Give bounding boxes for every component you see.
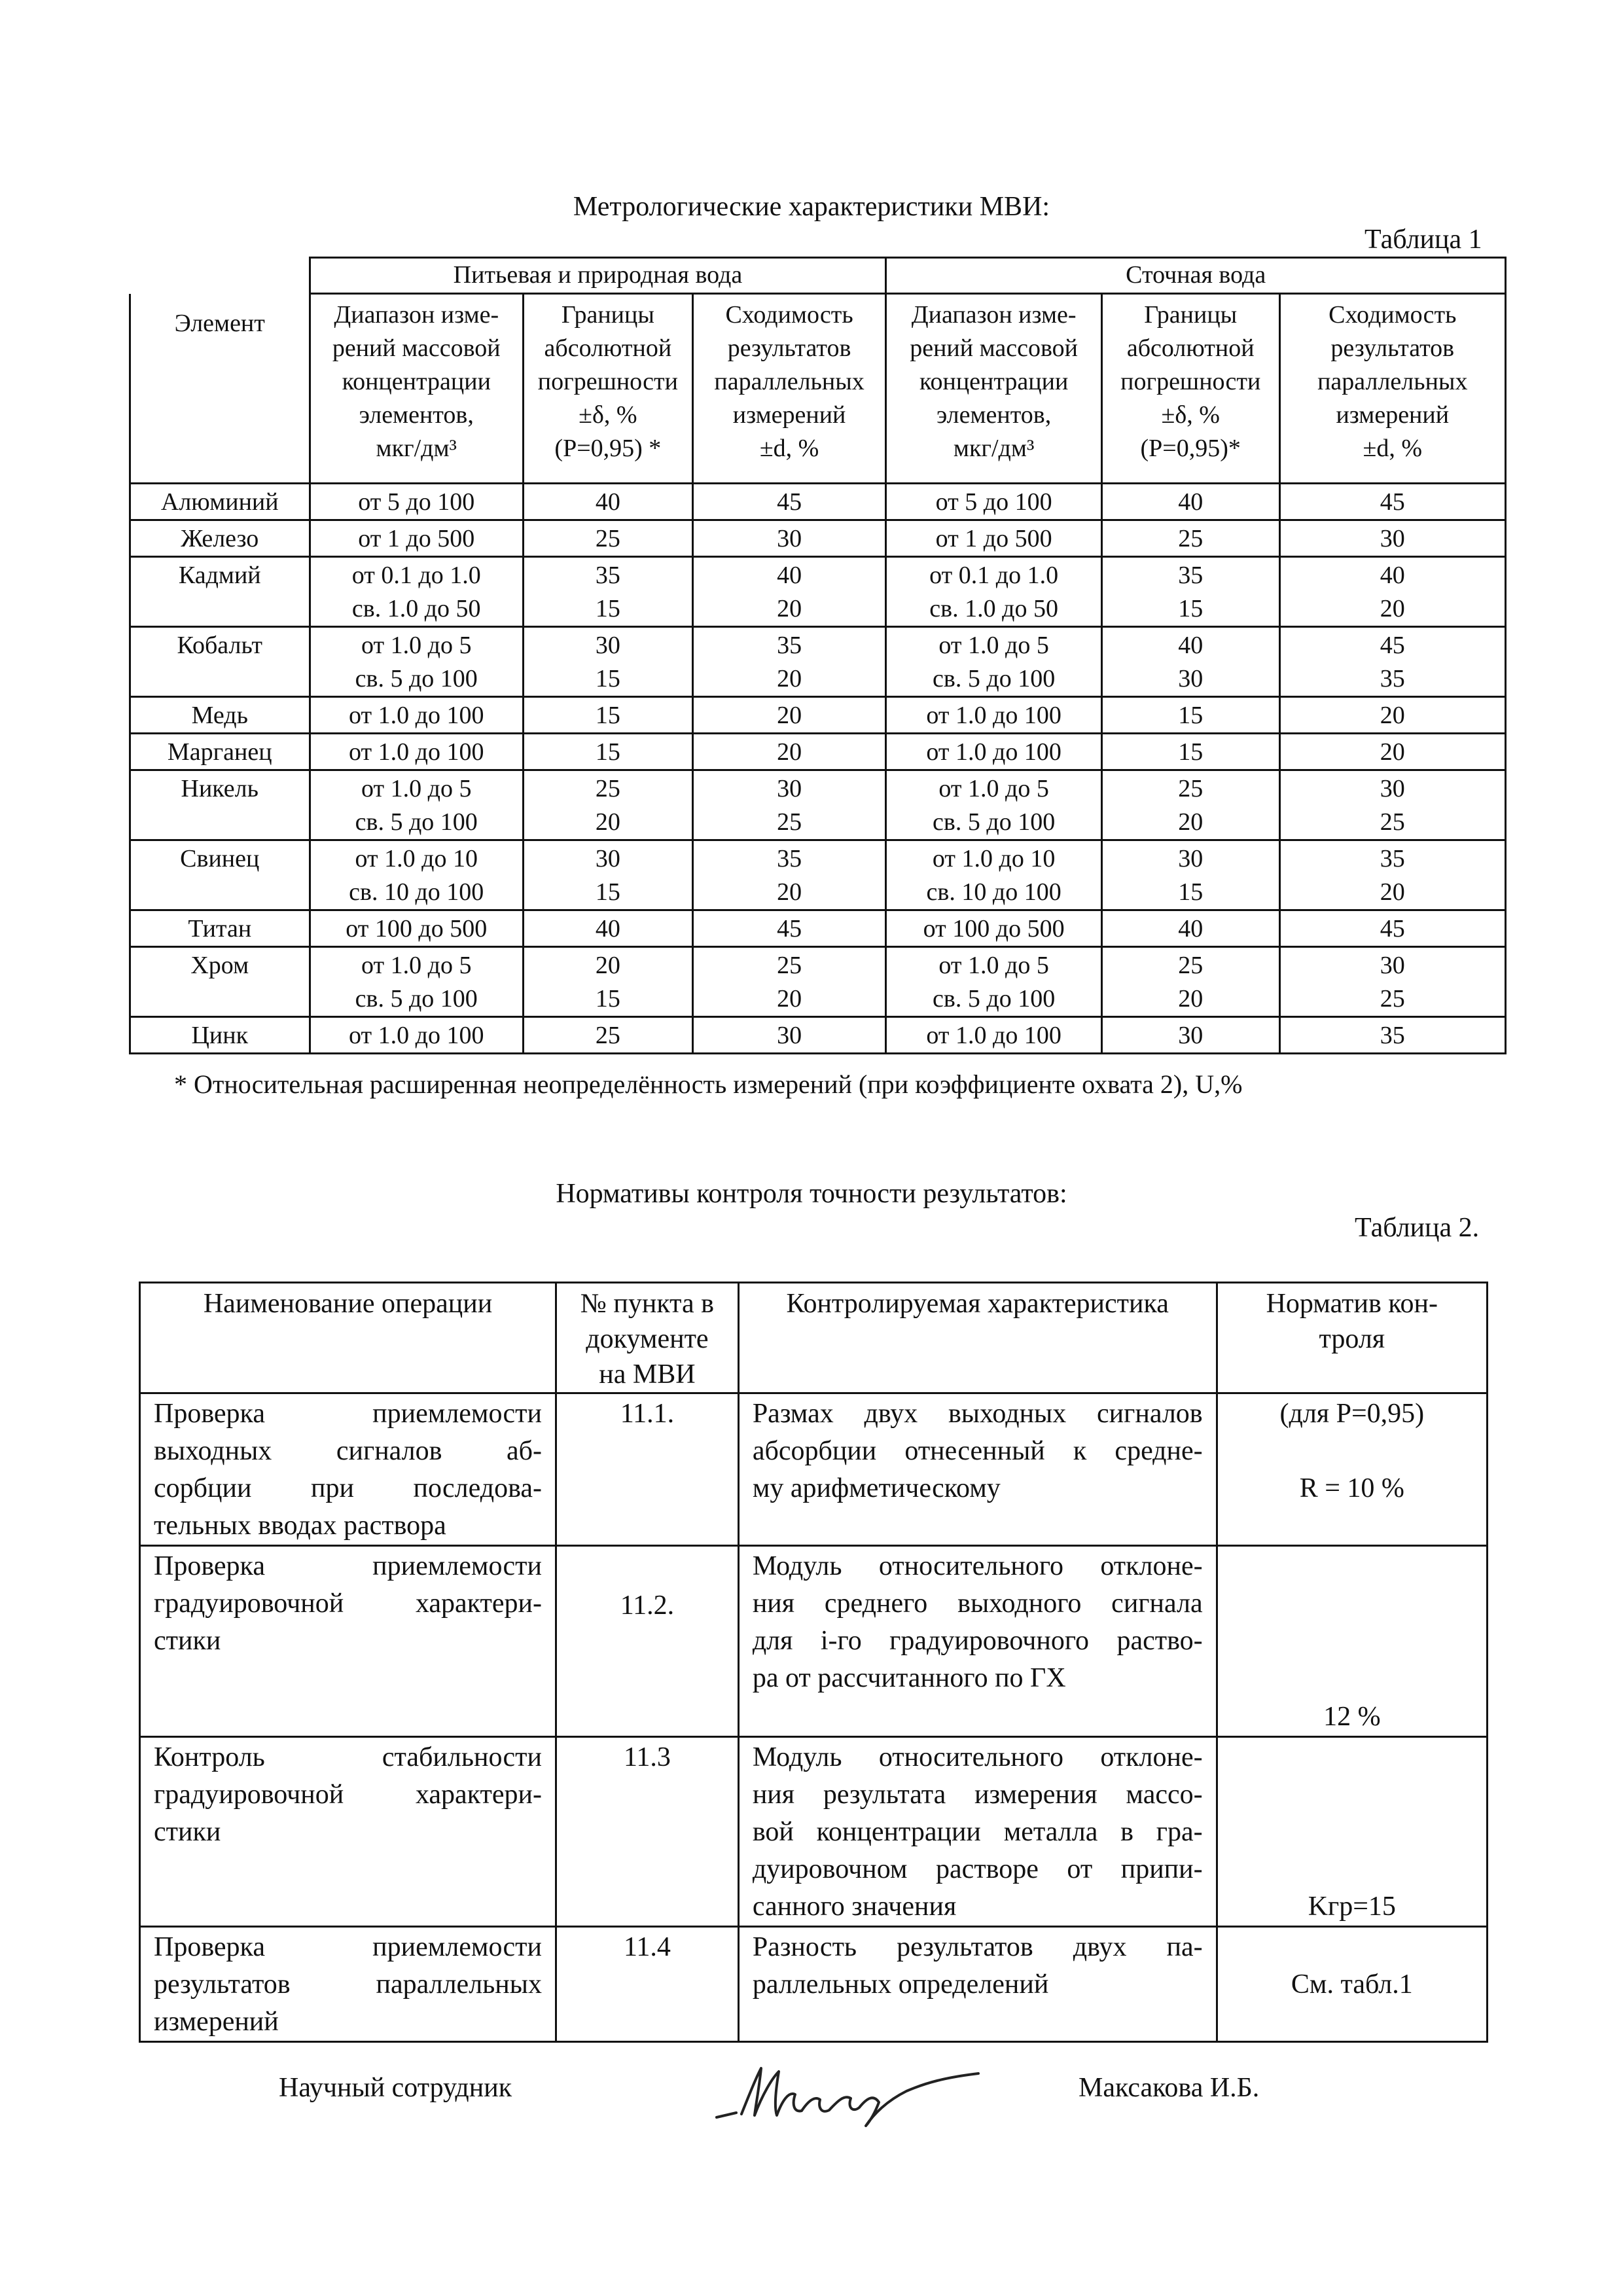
text-line: стики	[154, 1626, 221, 1656]
cell-element: Кобальт	[130, 626, 310, 696]
cell-operation	[140, 1546, 556, 1737]
cell-drinking-error: 30 15	[523, 626, 692, 696]
metrology-table	[129, 257, 1507, 1054]
text-line: Модуль относительного отклоне-	[752, 1742, 1203, 1772]
text-line: 12 %	[1323, 1702, 1381, 1732]
cell-waste-range: от 1.0 до 5 св. 5 до 100	[886, 626, 1101, 696]
table-row	[140, 1546, 1488, 1737]
cell-clause: 11.2.	[556, 1546, 739, 1737]
table-row	[130, 626, 1506, 696]
cell-drinking-convergence: 45	[692, 910, 886, 946]
group-header-waste: Сточная вода	[886, 258, 1506, 294]
cell-characteristic	[738, 1927, 1217, 2042]
table-row	[130, 1016, 1506, 1053]
cell-drinking-error: 40	[523, 910, 692, 946]
header-drinking-range: Диапазон изме- рений массовой концентрации элементов, мкг/дм³	[310, 294, 523, 484]
cell-waste-convergence: 45	[1279, 910, 1505, 946]
cell-clause: 11.3	[556, 1737, 739, 1927]
text-line: абсорбции отнесенный к средне-	[752, 1436, 1203, 1466]
cell-drinking-convergence: 45	[692, 483, 886, 520]
text-line: Контроль стабильности	[154, 1742, 543, 1772]
header-waste-range: Диапазон изме- рений массовой концентрации элементов, мкг/дм³	[886, 294, 1101, 484]
table-row	[130, 946, 1506, 1016]
cell-drinking-error: 15	[523, 696, 692, 733]
cell-element: Кадмий	[130, 556, 310, 626]
text-line: Проверка приемлемости	[154, 1932, 543, 1962]
cell-element: Медь	[130, 696, 310, 733]
cell-drinking-convergence: 25 20	[692, 946, 886, 1016]
text-line: результатов параллельных	[154, 1969, 543, 2000]
cell-element: Алюминий	[130, 483, 310, 520]
cell-waste-range: от 1.0 до 100	[886, 1016, 1101, 1053]
text-line	[1231, 1776, 1473, 1814]
header-drinking-convergence: Сходимость результатов параллельных измерений ±d, %	[692, 294, 886, 484]
cell-waste-convergence: 35	[1279, 1016, 1505, 1053]
cell-waste-error: 40	[1101, 483, 1279, 520]
text-line: Размах двух выходных сигналов	[752, 1399, 1203, 1429]
text-line	[1231, 1851, 1473, 1888]
handwritten-signature	[710, 2055, 985, 2127]
cell-drinking-error: 25 20	[523, 770, 692, 840]
cell-drinking-range: от 0.1 до 1.0 св. 1.0 до 50	[310, 556, 523, 626]
cell-waste-error: 15	[1101, 696, 1279, 733]
cell-element: Цинк	[130, 1016, 310, 1053]
signer-name: Максакова И.Б.	[1079, 2073, 1260, 2103]
text-line: Модуль относительного отклоне-	[752, 1551, 1203, 1581]
control-norms-table-body	[140, 1393, 1488, 2042]
text-line: дуировочном растворе от припи-	[752, 1854, 1203, 1884]
cell-waste-error: 40	[1101, 910, 1279, 946]
text-line: градуировочной характери-	[154, 1588, 543, 1619]
cell-drinking-convergence: 40 20	[692, 556, 886, 626]
text-line	[1231, 1661, 1473, 1698]
cell-waste-range: от 1.0 до 5 св. 5 до 100	[886, 770, 1101, 840]
cell-waste-convergence: 45	[1279, 483, 1505, 520]
table2-title: Нормативы контроля точности результатов:	[556, 1179, 1067, 1209]
cell-waste-convergence: 30 25	[1279, 770, 1505, 840]
table-row	[140, 1927, 1488, 2042]
header-clause: № пункта в документе на МВИ	[556, 1283, 739, 1393]
cell-waste-error: 15	[1101, 733, 1279, 770]
signer-role: Научный сотрудник	[279, 2073, 512, 2103]
cell-waste-convergence: 35 20	[1279, 840, 1505, 910]
text-line	[1231, 1624, 1473, 1661]
table-row	[130, 556, 1506, 626]
cell-waste-range: от 1.0 до 5 св. 5 до 100	[886, 946, 1101, 1016]
text-line: Разность результатов двух па-	[752, 1932, 1203, 1962]
cell-drinking-range: от 1.0 до 10 св. 10 до 100	[310, 840, 523, 910]
cell-waste-range: от 1.0 до 10 св. 10 до 100	[886, 840, 1101, 910]
table-row	[130, 733, 1506, 770]
text-line: раллельных определений	[752, 1969, 1049, 2000]
cell-drinking-convergence: 30	[692, 1016, 886, 1053]
cell-characteristic	[738, 1737, 1217, 1927]
cell-drinking-range: от 1.0 до 5 св. 5 до 100	[310, 946, 523, 1016]
cell-clause: 11.4	[556, 1927, 739, 2042]
cell-drinking-error: 40	[523, 483, 692, 520]
cell-operation	[140, 1393, 556, 1546]
text-line: Проверка приемлемости	[154, 1551, 543, 1581]
cell-operation	[140, 1737, 556, 1927]
header-characteristic: Контролируемая характеристика	[738, 1283, 1217, 1393]
text-line	[1231, 1739, 1473, 1776]
cell-drinking-range: от 1 до 500	[310, 520, 523, 556]
text-line: Проверка приемлемости	[154, 1399, 543, 1429]
cell-drinking-convergence: 20	[692, 696, 886, 733]
cell-drinking-range: от 1.0 до 5 св. 5 до 100	[310, 770, 523, 840]
cell-waste-convergence: 30 25	[1279, 946, 1505, 1016]
cell-drinking-range: от 1.0 до 5 св. 5 до 100	[310, 626, 523, 696]
cell-characteristic	[738, 1546, 1217, 1737]
cell-drinking-convergence: 35 20	[692, 840, 886, 910]
cell-waste-convergence: 40 20	[1279, 556, 1505, 626]
table-row	[140, 1393, 1488, 1546]
table1-title: Метрологические характеристики МВИ:	[573, 192, 1050, 222]
cell-waste-range: от 5 до 100	[886, 483, 1101, 520]
table-row	[130, 696, 1506, 733]
table-row	[130, 483, 1506, 520]
cell-drinking-range: от 1.0 до 100	[310, 733, 523, 770]
cell-drinking-error: 30 15	[523, 840, 692, 910]
cell-drinking-error: 25	[523, 1016, 692, 1053]
control-norms-table	[139, 1282, 1488, 2043]
header-waste-error: Границы абсолютной погрешности ±δ, % (P=0,95)*	[1101, 294, 1279, 484]
cell-waste-range: от 1.0 до 100	[886, 696, 1101, 733]
cell-drinking-range: от 1.0 до 100	[310, 696, 523, 733]
cell-waste-range: от 100 до 500	[886, 910, 1101, 946]
text-line: стики	[154, 1817, 221, 1847]
cell-norm	[1217, 1927, 1487, 2042]
text-line: выходных сигналов аб-	[154, 1436, 543, 1466]
header-drinking-error: Границы абсолютной погрешности ±δ, % (P=0,95) *	[523, 294, 692, 484]
cell-element: Хром	[130, 946, 310, 1016]
cell-waste-error: 30	[1101, 1016, 1279, 1053]
group-header-drinking: Питьевая и природная вода	[310, 258, 886, 294]
cell-drinking-error: 20 15	[523, 946, 692, 1016]
cell-element: Никель	[130, 770, 310, 840]
text-line: тельных вводах раствора	[154, 1511, 446, 1541]
empty-corner	[130, 258, 310, 294]
cell-waste-range: от 1 до 500	[886, 520, 1101, 556]
text-line: См. табл.1	[1291, 1969, 1413, 2000]
cell-norm	[1217, 1737, 1487, 1927]
text-line: для i-го градуировочного раство-	[752, 1626, 1203, 1656]
text-line: R = 10 %	[1299, 1473, 1404, 1503]
cell-waste-convergence: 20	[1279, 733, 1505, 770]
text-line: сорбции при последова-	[154, 1473, 543, 1503]
cell-operation	[140, 1927, 556, 2042]
cell-drinking-convergence: 30	[692, 520, 886, 556]
table-row	[130, 520, 1506, 556]
cell-drinking-convergence: 30 25	[692, 770, 886, 840]
table-row	[130, 910, 1506, 946]
cell-drinking-range: от 1.0 до 100	[310, 1016, 523, 1053]
cell-drinking-convergence: 35 20	[692, 626, 886, 696]
cell-drinking-error: 15	[523, 733, 692, 770]
text-line: градуировочной характери-	[154, 1780, 543, 1810]
cell-waste-error: 25	[1101, 520, 1279, 556]
cell-waste-error: 30 15	[1101, 840, 1279, 910]
cell-waste-convergence: 45 35	[1279, 626, 1505, 696]
cell-drinking-range: от 5 до 100	[310, 483, 523, 520]
text-line: Kгр=15	[1308, 1892, 1396, 1922]
cell-norm	[1217, 1393, 1487, 1546]
text-line: измерений	[154, 2007, 279, 2037]
cell-clause: 11.1.	[556, 1393, 739, 1546]
cell-waste-range: от 0.1 до 1.0 св. 1.0 до 50	[886, 556, 1101, 626]
cell-element: Титан	[130, 910, 310, 946]
table1-footnote: * Относительная расширенная неопределённость измерений (при коэффициенте охвата 2), U,%	[174, 1069, 1243, 1099]
cell-norm	[1217, 1546, 1487, 1737]
cell-drinking-range: от 100 до 500	[310, 910, 523, 946]
table1-caption: Таблица 1	[1364, 224, 1482, 255]
text-line: ния среднего выходного сигнала	[752, 1588, 1203, 1619]
cell-waste-error: 35 15	[1101, 556, 1279, 626]
text-line	[1231, 1929, 1473, 1966]
cell-element: Железо	[130, 520, 310, 556]
cell-waste-range: от 1.0 до 100	[886, 733, 1101, 770]
header-norm: Норматив кон- троля	[1217, 1283, 1487, 1393]
text-line: ра от рассчитанного по ГХ	[752, 1663, 1066, 1693]
cell-waste-error: 25 20	[1101, 946, 1279, 1016]
cell-element: Свинец	[130, 840, 310, 910]
text-line: вой концентрации металла в гра-	[752, 1817, 1203, 1847]
header-waste-convergence: Сходимость результатов параллельных измерений ±d, %	[1279, 294, 1505, 484]
text-line	[1231, 1814, 1473, 1851]
metrology-table-body	[130, 483, 1506, 1053]
text-line: санного значения	[752, 1892, 957, 1922]
cell-waste-error: 25 20	[1101, 770, 1279, 840]
cell-drinking-convergence: 20	[692, 733, 886, 770]
table2-caption: Таблица 2.	[1355, 1213, 1480, 1243]
cell-waste-convergence: 20	[1279, 696, 1505, 733]
table-row	[130, 770, 1506, 840]
cell-waste-convergence: 30	[1279, 520, 1505, 556]
element-header: Элемент	[130, 294, 310, 484]
text-line: ния результата измерения массо-	[752, 1780, 1203, 1810]
cell-drinking-error: 25	[523, 520, 692, 556]
text-line: (для P=0,95)	[1279, 1399, 1425, 1429]
text-line: му арифметическому	[752, 1473, 1001, 1503]
text-line	[1231, 1433, 1473, 1470]
cell-characteristic	[738, 1393, 1217, 1546]
cell-waste-error: 40 30	[1101, 626, 1279, 696]
cell-drinking-error: 35 15	[523, 556, 692, 626]
header-operation: Наименование операции	[140, 1283, 556, 1393]
cell-element: Марганец	[130, 733, 310, 770]
table-row	[130, 840, 1506, 910]
table-row	[140, 1737, 1488, 1927]
